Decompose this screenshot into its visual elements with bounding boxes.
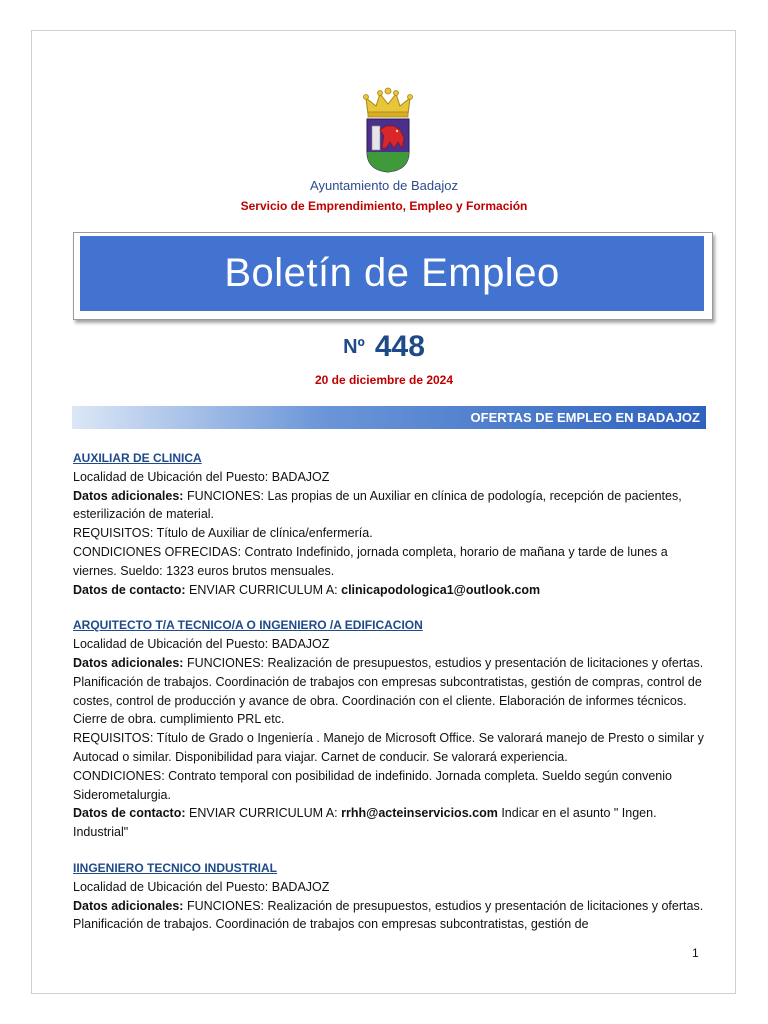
job-offer bbox=[73, 449, 705, 599]
offer-contact bbox=[73, 804, 705, 842]
service-name: Servicio de Emprendimiento, Empleo y Formación bbox=[240, 199, 528, 213]
offer-conditions: CONDICIONES: Contrato temporal con posibilidad de indefinido. Jornada completa. Sueldo según convenio Siderometalurgia. bbox=[73, 768, 672, 802]
section-header bbox=[72, 406, 706, 429]
contact-email[interactable]: rrhh@acteinservicios.com bbox=[341, 806, 498, 821]
job-offer bbox=[73, 616, 705, 842]
section-title: OFERTAS DE EMPLEO EN BADAJOZ bbox=[470, 410, 700, 425]
page-number: 1 bbox=[692, 946, 699, 960]
additional-data-label: Datos adicionales: bbox=[73, 898, 184, 913]
offer-requirements: REQUISITOS: Título de Grado o Ingeniería . Manejo de Microsoft Office. Se valorará manejo de Presto o similar y Autocad o similar. Disponibilidad para viajar. Carnet de conducir. Se valorará experiencia. bbox=[73, 731, 704, 764]
offer-title[interactable]: AUXILIAR DE CLINICA bbox=[73, 451, 202, 465]
job-offer bbox=[73, 859, 705, 934]
contact-text: ENVIAR CURRICULUM A: bbox=[189, 806, 338, 821]
contact-label: Datos de contacto: bbox=[73, 582, 186, 597]
offer-location: Localidad de Ubicación del Puesto: BADAJOZ bbox=[73, 469, 330, 484]
issue-number bbox=[0, 330, 768, 364]
offer-requirements: REQUISITOS: Título de Auxiliar de clínica/enfermería. bbox=[73, 526, 373, 541]
offer-functions bbox=[73, 654, 705, 729]
offers-list bbox=[73, 449, 705, 951]
offer-functions bbox=[73, 897, 705, 935]
bulletin-title: Boletín de Empleo bbox=[80, 236, 704, 311]
issue-number-prefix: Nº bbox=[343, 336, 365, 358]
contact-label: Datos de contacto: bbox=[73, 806, 186, 821]
organization-name: Ayuntamiento de Badajoz bbox=[310, 178, 458, 193]
coat-of-arms-icon bbox=[358, 86, 418, 176]
offer-location: Localidad de Ubicación del Puesto: BADAJOZ bbox=[73, 879, 330, 894]
contact-note: Indicar en el asunto " Ingen. Industrial" bbox=[73, 806, 657, 840]
offer-title[interactable]: ARQUITECTO T/A TECNICO/A O INGENIERO /A EDIFICACION bbox=[73, 618, 423, 633]
additional-data-label: Datos adicionales: bbox=[73, 655, 184, 670]
offer-location: Localidad de Ubicación del Puesto: BADAJOZ bbox=[73, 637, 330, 652]
contact-text: ENVIAR CURRICULUM A: bbox=[189, 582, 338, 597]
offer-contact bbox=[73, 581, 705, 600]
functions-text: FUNCIONES: Las propias de un Auxiliar en clínica de podología, recepción de pacientes, esterilización de material. bbox=[73, 488, 682, 522]
offer-title[interactable]: IINGENIERO TECNICO INDUSTRIAL bbox=[73, 860, 278, 875]
functions-text: FUNCIONES: Realización de presupuestos, estudios y presentación de licitaciones y ofertas. Planificación de trabajos. Coordinación de trabajos con empresas subcontratistas, gestión de bbox=[73, 898, 704, 932]
offer-conditions: CONDICIONES OFRECIDAS: Contrato Indefinido, jornada completa, horario de mañana y tarde de lunes a viernes. Sueldo: 1323 euros brutos mensuales. bbox=[73, 544, 668, 578]
functions-text: FUNCIONES: Realización de presupuestos, estudios y presentación de licitaciones y ofertas. Planificación de trabajos. Coordinación de trabajos con empresas subcontratistas, gestión de compras, control de costes, control de producción y avance de obra. Coordinación con el cliente. Elaboración de informes técnicos. Cierre de obra. cumplimiento PRL etc. bbox=[73, 655, 704, 727]
offer-functions bbox=[73, 487, 705, 525]
contact-email[interactable]: clinicapodologica1@outlook.com bbox=[341, 582, 541, 597]
issue-date: 20 de diciembre de 2024 bbox=[314, 373, 454, 387]
issue-number-value: 448 bbox=[374, 330, 425, 363]
additional-data-label: Datos adicionales: bbox=[73, 488, 184, 503]
banner-frame bbox=[73, 232, 713, 320]
